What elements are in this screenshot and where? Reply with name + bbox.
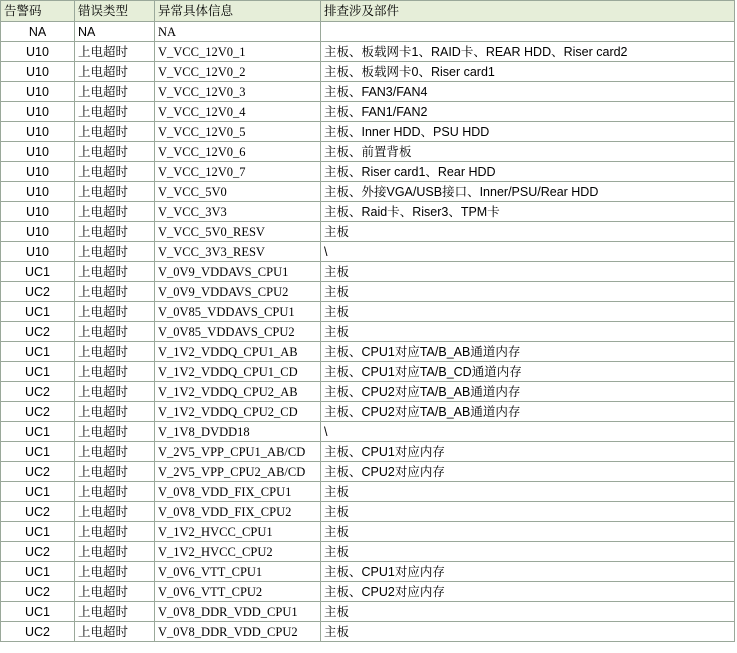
column-header-parts: 排查涉及部件 [321,1,735,22]
cell-parts: 主板 [321,222,735,242]
cell-alarm-code: UC2 [1,582,75,602]
cell-detail-info: V_1V2_VDDQ_CPU2_AB [155,382,321,402]
cell-error-type: 上电超时 [75,462,155,482]
cell-error-type: 上电超时 [75,202,155,222]
cell-detail-info: V_0V8_VDD_FIX_CPU2 [155,502,321,522]
cell-parts: 主板 [321,262,735,282]
table-row [1,462,735,482]
cell-detail-info: V_VCC_12V0_2 [155,62,321,82]
table-row [1,102,735,122]
cell-parts: 主板、CPU1对应TA/B_AB通道内存 [321,342,735,362]
table-row [1,182,735,202]
cell-error-type: NA [75,22,155,42]
cell-alarm-code: UC2 [1,462,75,482]
cell-error-type: 上电超时 [75,102,155,122]
cell-alarm-code: U10 [1,162,75,182]
table-row [1,242,735,262]
cell-parts: 主板 [321,542,735,562]
cell-parts: 主板、FAN3/FAN4 [321,82,735,102]
table-row [1,22,735,42]
cell-parts: 主板、Raid卡、Riser3、TPM卡 [321,202,735,222]
cell-parts: \ [321,422,735,442]
cell-error-type: 上电超时 [75,82,155,102]
cell-detail-info: V_VCC_5V0_RESV [155,222,321,242]
cell-alarm-code: U10 [1,242,75,262]
table-row [1,582,735,602]
cell-parts: 主板 [321,482,735,502]
cell-detail-info: V_0V8_DDR_VDD_CPU1 [155,602,321,622]
cell-alarm-code: UC1 [1,482,75,502]
cell-parts: 主板、CPU1对应内存 [321,562,735,582]
cell-parts: 主板、CPU1对应TA/B_CD通道内存 [321,362,735,382]
cell-error-type: 上电超时 [75,582,155,602]
cell-error-type: 上电超时 [75,442,155,462]
cell-error-type: 上电超时 [75,142,155,162]
cell-detail-info: V_0V9_VDDAVS_CPU1 [155,262,321,282]
cell-detail-info: V_2V5_VPP_CPU2_AB/CD [155,462,321,482]
cell-detail-info: V_VCC_12V0_4 [155,102,321,122]
cell-detail-info: V_1V8_DVDD18 [155,422,321,442]
table-row [1,122,735,142]
table-row [1,482,735,502]
cell-detail-info: V_0V9_VDDAVS_CPU2 [155,282,321,302]
cell-parts: 主板、前置背板 [321,142,735,162]
table-row [1,42,735,62]
cell-detail-info: V_0V8_VDD_FIX_CPU1 [155,482,321,502]
cell-detail-info: V_0V85_VDDAVS_CPU1 [155,302,321,322]
cell-alarm-code: U10 [1,202,75,222]
cell-parts: 主板 [321,282,735,302]
table-row [1,602,735,622]
cell-error-type: 上电超时 [75,262,155,282]
cell-parts: 主板、板载网卡0、Riser card1 [321,62,735,82]
cell-alarm-code: NA [1,22,75,42]
table-row [1,422,735,442]
cell-detail-info: V_0V8_DDR_VDD_CPU2 [155,622,321,642]
cell-alarm-code: UC1 [1,562,75,582]
table-row [1,282,735,302]
cell-alarm-code: UC2 [1,382,75,402]
cell-alarm-code: U10 [1,62,75,82]
cell-parts: 主板 [321,302,735,322]
cell-error-type: 上电超时 [75,382,155,402]
table-row [1,362,735,382]
cell-error-type: 上电超时 [75,242,155,262]
cell-error-type: 上电超时 [75,362,155,382]
table-row [1,622,735,642]
cell-error-type: 上电超时 [75,62,155,82]
cell-detail-info: V_2V5_VPP_CPU1_AB/CD [155,442,321,462]
cell-alarm-code: UC2 [1,622,75,642]
cell-alarm-code: U10 [1,122,75,142]
table-row [1,322,735,342]
cell-detail-info: V_1V2_VDDQ_CPU2_CD [155,402,321,422]
cell-detail-info: NA [155,22,321,42]
cell-error-type: 上电超时 [75,222,155,242]
cell-detail-info: V_VCC_12V0_6 [155,142,321,162]
cell-error-type: 上电超时 [75,282,155,302]
cell-alarm-code: U10 [1,102,75,122]
cell-detail-info: V_0V6_VTT_CPU1 [155,562,321,582]
cell-parts: 主板、板载网卡1、RAID卡、REAR HDD、Riser card2 [321,42,735,62]
cell-error-type: 上电超时 [75,162,155,182]
cell-alarm-code: U10 [1,142,75,162]
table-row [1,562,735,582]
cell-detail-info: V_VCC_12V0_5 [155,122,321,142]
cell-alarm-code: U10 [1,82,75,102]
cell-detail-info: V_VCC_5V0 [155,182,321,202]
cell-parts: 主板、CPU2对应TA/B_AB通道内存 [321,382,735,402]
cell-error-type: 上电超时 [75,502,155,522]
cell-detail-info: V_VCC_12V0_1 [155,42,321,62]
column-header-detail-info: 异常具体信息 [155,1,321,22]
cell-error-type: 上电超时 [75,182,155,202]
cell-alarm-code: UC1 [1,602,75,622]
cell-alarm-code: UC2 [1,322,75,342]
cell-detail-info: V_VCC_3V3 [155,202,321,222]
cell-parts: 主板 [321,522,735,542]
cell-alarm-code: UC1 [1,422,75,442]
cell-error-type: 上电超时 [75,322,155,342]
cell-detail-info: V_VCC_12V0_3 [155,82,321,102]
cell-parts: \ [321,242,735,262]
cell-error-type: 上电超时 [75,302,155,322]
table-body [1,22,735,642]
table-row [1,342,735,362]
column-header-alarm-code: 告警码 [1,1,75,22]
cell-detail-info: V_1V2_VDDQ_CPU1_AB [155,342,321,362]
cell-alarm-code: UC1 [1,362,75,382]
cell-parts [321,22,735,42]
table-row [1,262,735,282]
table-row [1,222,735,242]
cell-alarm-code: U10 [1,42,75,62]
cell-parts: 主板 [321,602,735,622]
cell-detail-info: V_1V2_VDDQ_CPU1_CD [155,362,321,382]
table-header-row [1,1,735,22]
column-header-error-type: 错误类型 [75,1,155,22]
cell-detail-info: V_1V2_HVCC_CPU1 [155,522,321,542]
cell-parts: 主板、外接VGA/USB接口、Inner/PSU/Rear HDD [321,182,735,202]
cell-alarm-code: UC1 [1,302,75,322]
cell-alarm-code: UC1 [1,522,75,542]
cell-alarm-code: UC2 [1,542,75,562]
cell-error-type: 上电超时 [75,122,155,142]
cell-detail-info: V_VCC_12V0_7 [155,162,321,182]
cell-detail-info: V_0V85_VDDAVS_CPU2 [155,322,321,342]
table-row [1,542,735,562]
cell-detail-info: V_1V2_HVCC_CPU2 [155,542,321,562]
cell-error-type: 上电超时 [75,602,155,622]
cell-error-type: 上电超时 [75,42,155,62]
table-row [1,162,735,182]
table-row [1,442,735,462]
cell-alarm-code: UC1 [1,262,75,282]
table-row [1,82,735,102]
cell-parts: 主板、CPU2对应内存 [321,462,735,482]
cell-detail-info: V_0V6_VTT_CPU2 [155,582,321,602]
cell-alarm-code: U10 [1,182,75,202]
cell-error-type: 上电超时 [75,542,155,562]
table-row [1,522,735,542]
cell-error-type: 上电超时 [75,562,155,582]
cell-alarm-code: U10 [1,222,75,242]
cell-detail-info: V_VCC_3V3_RESV [155,242,321,262]
cell-alarm-code: UC2 [1,282,75,302]
table-row [1,62,735,82]
cell-error-type: 上电超时 [75,482,155,502]
cell-alarm-code: UC2 [1,502,75,522]
cell-parts: 主板、CPU2对应内存 [321,582,735,602]
table-row [1,202,735,222]
cell-alarm-code: UC1 [1,342,75,362]
cell-parts: 主板、Inner HDD、PSU HDD [321,122,735,142]
table-row [1,142,735,162]
cell-error-type: 上电超时 [75,342,155,362]
table-row [1,502,735,522]
cell-parts: 主板、Riser card1、Rear HDD [321,162,735,182]
cell-parts: 主板、CPU1对应内存 [321,442,735,462]
table-row [1,302,735,322]
cell-parts: 主板、CPU2对应TA/B_AB通道内存 [321,402,735,422]
cell-parts: 主板 [321,622,735,642]
cell-parts: 主板 [321,502,735,522]
cell-parts: 主板 [321,322,735,342]
cell-error-type: 上电超时 [75,522,155,542]
cell-error-type: 上电超时 [75,622,155,642]
cell-alarm-code: UC2 [1,402,75,422]
table-row [1,402,735,422]
cell-parts: 主板、FAN1/FAN2 [321,102,735,122]
cell-error-type: 上电超时 [75,422,155,442]
cell-error-type: 上电超时 [75,402,155,422]
cell-alarm-code: UC1 [1,442,75,462]
table-row [1,382,735,402]
